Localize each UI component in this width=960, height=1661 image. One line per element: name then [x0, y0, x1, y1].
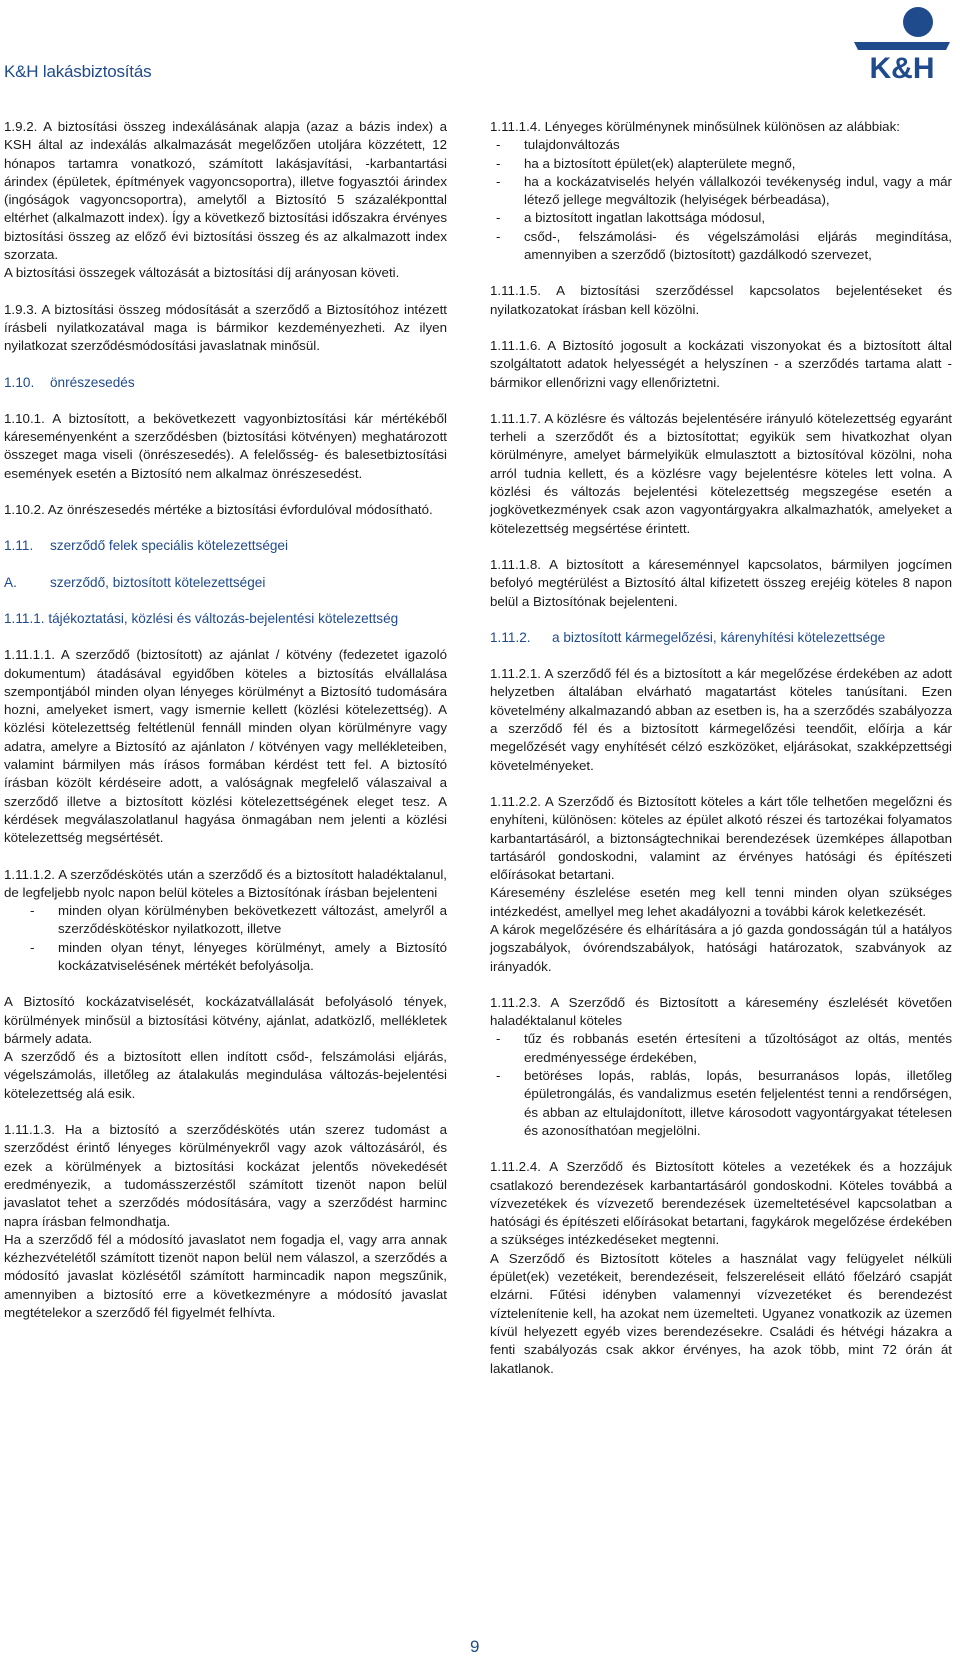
paragraph: 1.10.2. Az önrészesedés mértéke a biztosítási évfordulóval módosítható.: [4, 502, 433, 518]
paragraph: 1.11.1.7. A közlésre és változás bejelentésére irányuló kötelezettség egyaránt terheli a szerződőt és a biztosítottat; egyikük sem hivatkozhat olyan körülményre, amelyet bármelyikük elmulasztott a biztosítóval közölni, noha arról tudnia kellett, és a közlésre vagy bejelentésre köteles lett volna. A közlési és változás bejelentési kötelezettség megszegése esetén a jogkövetkezmények csak azon vagyontárgyakra alkalmazhatók, amelyeket a kötelezettség megsértése érintett.: [490, 410, 952, 536]
paragraph: 1.11.1.6. A Biztosító jogosult a kockázati viszonyokat és a biztosított által szolgáltatott adatok helyességét a helyszínen - a szerződés tartama alatt - bármikor ellenőrizni vagy ellenőriztetni.: [490, 337, 952, 390]
list-item: - csőd-, felszámolási- és végelszámolási eljárás megindítása, amennyiben a szerződő (biztosított) gazdálkodó szervezet,: [496, 228, 952, 263]
paragraph: 1.11.1.8. A biztosított a káreseménnyel kapcsolatos, bármilyen jogcímen befolyó megtérülést a Biztosító által kifizetett összeg erejéig köteles 8 napon belül a Biztosítónak bejelenteni.: [490, 556, 952, 609]
list-item: - tűz és robbanás esetén értesíteni a tűzoltóságot az oltás, mentés eredményessége érdekében,: [496, 1031, 952, 1065]
paragraph: 1.11.2.4. A Szerződő és Biztosított köteles a vezetékek és a hozzájuk csatlakozó berendezések karbantartásáról gondoskodni. Köteles továbbá a vízvezetékek és vízvezető berendezések üzemeltetésével kapcsolatban a hatósági és építészeti előírásokat betartani, fagykárok megelőzése érdekében a szükséges intézkedéseket megtenni.: [490, 1159, 952, 1248]
paragraph: A Biztosító kockázatviselését, kockázatvállalását befolyásoló tények, körülmények minősül a biztosítási kötvény, ajánlat, adatközlő, mellékletek bármely adata.: [4, 994, 447, 1046]
heading-text: önrészesedés: [50, 374, 135, 390]
left-column: [4, 118, 447, 1322]
section-heading-1-11: [4, 537, 447, 555]
paragraph: 1.11.2.1. A szerződő fél és a biztosított a kár megelőzése érdekében az adott helyzetben általában elvárható magatartást köteles tanúsítani. Ezen követelmény alkalmazandó abban az esetben is, ha a szerződés szabályozza a szerződő fél és a biztosított kármegelőzési teendőit, előírja a kár megelőzését vagy enyhítését célzó eszközöket, eljárásokat, szakképzettségi követelményeket.: [490, 666, 952, 773]
bullet-list: [4, 902, 447, 975]
header-title: K&H lakásbiztosítás: [4, 62, 152, 81]
paragraph: A szerződő és a biztosított ellen indított csőd-, felszámolási eljárás, végelszámolás, illetőleg az átalakulás megindulása változás-bejelentési kötelezettség alá esik.: [4, 1049, 447, 1101]
paragraph: Ha a szerződő fél a módosító javaslatot nem fogadja el, vagy arra annak kézhezvételétől számított tizenöt napon belül nem válaszol, a szerződés a módosító javaslat közlésétől számított harmincadik napon megszűnik, amennyiben a biztosító erre a következményre a módosító javaslat megtételekor a szerződő fél figyelmét felhívta.: [4, 1231, 447, 1321]
list-item: - minden olyan körülményben bekövetkezett változást, amelyről a szerződéskötéskor nyilatkozott, illetve: [30, 903, 447, 937]
paragraph: 1.11.1.1. A szerződő (biztosított) az ajánlat / kötvény (fedezetet igazoló dokumentum) átadásával egyidőben köteles a biztosítás elvállalása szempontjából minden olyan lényeges körülményt a Biztosító tudomására hozni, amelyeket ismert, vagy ismernie kellett (közlési kötelezettség). A közlési kötelezettség feltétlenül fennáll minden olyan körülményre vagy adatra, amelyre a Biztosító az ajánlaton / kötvényen vagy mellékleteiben, valamint bármilyen más írásos formában kérdést tett fel. A biztosító írásban közölt kérdéseire adott, a valóságnak megfelelő válaszaival a szerződő illetve a biztosított közlési kötelezettségének eleget tesz. A kérdések megválaszolatlanul hagyása önmagában nem jelenti a közlési kötelezettség megsértését.: [4, 647, 447, 846]
list-item: - a biztosított ingatlan lakottsága módosul,: [496, 210, 766, 226]
bullet-list: [490, 1030, 952, 1140]
right-column: [490, 118, 952, 1378]
paragraph: 1.11.1.3. Ha a biztosító a szerződéskötés után szerez tudomást a szerződést érintő lényeges körülményekről vagy azok változásáról, és ezek a körülmények a biztosítási kockázat jelentős növekedését eredményezik, a tudomásszerzéstől számított tizenöt napon belül javaslatot tehet a szerződés módosítására, vagy a szerződést harminc napra írásban felmondhatja.: [4, 1122, 447, 1229]
kh-logo: [852, 2, 952, 82]
heading-text: szerződő felek speciális kötelezettségei: [50, 538, 289, 554]
list-item: - tulajdonváltozás: [496, 137, 620, 153]
logo-text: K&H: [869, 52, 935, 82]
list-item: - ha a kockázatviselés helyén vállalkozói tevékenység indul, vagy a már létező jellege megváltozik (helyiségek bérbeadása),: [496, 173, 952, 208]
heading-number: 1.11.2.: [490, 629, 531, 645]
section-heading-1-11-2: [490, 629, 952, 647]
bullet-list: [490, 136, 952, 264]
heading-number: A.: [4, 574, 17, 590]
paragraph: 1.10.1. A biztosított, a bekövetkezett vagyonbiztosítási kár mértékéből káreseményenként a szerződésben (biztosítási kötvényen) meghatározott összeget maga viseli (önrészesedés). A felelősség- és balesetbiztosítási események esetén a Biztosító nem alkalmaz önrészesedést.: [4, 410, 447, 481]
heading-text: szerződő, biztosított kötelezettségei: [50, 574, 266, 590]
heading-number: 1.11.: [4, 538, 34, 554]
heading-number: 1.10.: [4, 374, 35, 390]
section-heading-a: [4, 574, 447, 592]
paragraph: 1.11.2.2. A Szerződő és Biztosított köteles a kárt tőle telhetően megelőzni és enyhíteni, különösen: köteles az épület alkotó részei és tartozékai folyamatos karbantartásáról, a biztonságtechnikai berendezések üzemképes állapotban tartásáról gondoskodni, valamint az érvényes hatósági és építészeti előírásokat betartani.: [490, 793, 952, 883]
paragraph: 1.9.2. A biztosítási összeg indexálásának alapja (azaz a bázis index) a KSH által az indexálás alkalmazását megelőzően utoljára közzétett, 12 hónapos tartamra vonatkozó, számított lakásjavítási, -karbantartási árindex (épületek, építmények vagyoncsoportra), illetve fogyasztói árindex (ingóságok vagyoncsoportra), amelytől a Biztosító 5 százalékponttal eltérhet (alkalmazott index). Így a következő biztosítási időszakra érvényes biztosítási összeg az előző évi biztosítási összeg és az alkalmazott index szorzata.: [4, 119, 447, 263]
paragraph: 1.11.1.2. A szerződéskötés után a szerződő és a biztosított haladéktalanul, de legfeljebb nyolc napon belül köteles a Biztosítónak írásban bejelenteni: [4, 866, 447, 900]
paragraph: A biztosítási összegek változását a biztosítási díj arányosan követi.: [4, 265, 400, 281]
section-heading-1-11-1: 1.11.1. tájékoztatási, közlési és változás-bejelentési kötelezettség: [4, 610, 399, 626]
list-item: - minden olyan tényt, lényeges körülményt, amely a Biztosító kockázatviselésének mértékét befolyásolja.: [30, 939, 447, 973]
paragraph: Káresemény észlelése esetén meg kell tenni minden olyan szükséges intézkedést, amellyel meg lehet akadályozni a további károk keletkezését.: [490, 885, 952, 919]
page-number: 9: [470, 1637, 480, 1656]
paragraph: 1.11.1.5. A biztosítási szerződéssel kapcsolatos bejelentéseket és nyilatkozatokat írásban kell közölni.: [490, 283, 952, 317]
list-item: - ha a biztosított épület(ek) alapterülete megnő,: [496, 155, 796, 171]
list-item: - betöréses lopás, rablás, lopás, besurranásos lopás, illetőleg épületrongálás, és vandalizmus esetén feljelentést tenni a rendőrségen, és abban az eltulajdonított, illetve károsodott vagyontárgyakat tételesen és azonosíthatóan megjelölni.: [496, 1068, 952, 1138]
section-heading-1-10: [4, 374, 447, 392]
paragraph: 1.11.1.4. Lényeges körülménynek minősülnek különösen az alábbiak:: [490, 119, 900, 134]
paragraph: A Szerződő és Biztosított köteles a használat vagy felügyelet nélküli épület(ek) vezetékeit, berendezéseit, felszereléseit ellátó főelzáró csapját elzárni. Fűtési idényben valamennyi vízvezetéket és berendezést víztelenítenie kell, ha azokat nem üzemelteti. Ugyanez vonatkozik az üzemen kívül helyezett egyéb vizes berendezésekre. Családi és hétvégi házakra a fenti szabályozás csak akkor érvényes, ha azok több, mint 72 órán át lakatlanok.: [490, 1250, 952, 1376]
paragraph: 1.11.2.3. A Szerződő és Biztosított a káresemény észlelését követően haladéktalanul köteles: [490, 994, 952, 1029]
paragraph: A károk megelőzésére és elhárítására a jó gazda gondosságán túl a hatályos jogszabályok, óvórendszabályok, hatósági határozatok, szabványok az irányadók.: [490, 921, 952, 974]
paragraph: 1.9.3. A biztosítási összeg módosítását a szerződő a Biztosítóhoz intézett írásbeli nyilatkozatával maga is bármikor kezdeményezheti. Az ilyen nyilatkozat szerződésmódosítási javaslatnak minősül.: [4, 301, 447, 354]
heading-text: a biztosított kármegelőzési, kárenyhítési kötelezettsége: [552, 629, 886, 645]
